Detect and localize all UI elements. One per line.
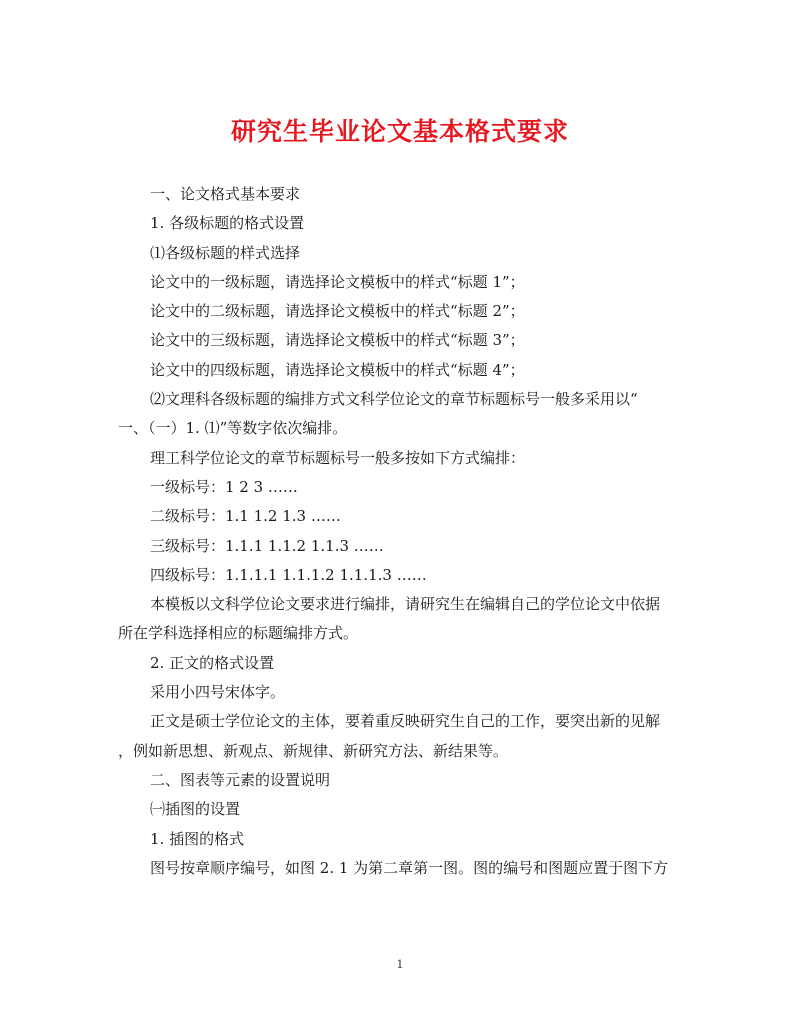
paragraph-line: 论文中的一级标题，请选择论文模板中的样式“标题 1”；: [150, 272, 525, 291]
paragraph-line: 正文是硕士学位论文的主体，要着重反映研究生自己的工作，要突出新的见解: [150, 712, 661, 731]
paragraph-line: 本模板以文科学位论文要求进行编排，请研究生在编辑自己的学位论文中依据: [150, 595, 661, 614]
numbering-example: 二级标号：1.1 1.2 1.3 ……: [150, 507, 341, 526]
paragraph-line: 图号按章顺序编号，如图 2. 1 为第二章第一图。图的编号和图题应置于图下方: [150, 858, 669, 877]
paragraph-line: ，例如新思想、新观点、新规律、新研究方法、新结果等。: [118, 741, 509, 760]
subsection-heading: 2. 正文的格式设置: [150, 653, 275, 672]
paragraph-line: 一、（一）1. ⑴”等数字依次编排。: [118, 419, 348, 438]
document-body: [118, 180, 684, 883]
paragraph-line: ⑵文理科各级标题的编排方式文科学位论文的章节标题标号一般多采用以“: [150, 390, 638, 409]
paragraph-line: 采用小四号宋体字。: [150, 683, 286, 702]
subsection-heading: 1. 各级标题的格式设置: [150, 214, 305, 233]
page-number: 1: [396, 958, 404, 971]
section-heading-1: 一、论文格式基本要求: [150, 185, 301, 203]
subsection-heading: 1. 插图的格式: [150, 829, 245, 848]
paragraph-line: 所在学科选择相应的标题编排方式。: [118, 624, 359, 643]
sub-subsection-heading: ㈠插图的设置: [150, 800, 241, 819]
numbering-example: 三级标号：1.1.1 1.1.2 1.1.3 ……: [150, 536, 384, 555]
paragraph-line: 论文中的二级标题，请选择论文模板中的样式“标题 2”；: [150, 302, 525, 321]
sub-subsection-heading: ⑴各级标题的样式选择: [150, 243, 301, 262]
section-heading-2: 二、图表等元素的设置说明: [150, 770, 331, 789]
paragraph-line: 理工科学位论文的章节标题标号一般多按如下方式编排：: [150, 448, 526, 467]
document-title: 研究生毕业论文基本格式要求: [230, 117, 569, 146]
paragraph-line: 论文中的三级标题，请选择论文模板中的样式“标题 3”；: [150, 331, 525, 350]
numbering-example: 一级标号：1 2 3 ……: [150, 477, 298, 496]
numbering-example: 四级标号：1.1.1.1 1.1.1.2 1.1.1.3 ……: [150, 565, 427, 584]
paragraph-line: 论文中的四级标题，请选择论文模板中的样式“标题 4”；: [150, 360, 525, 379]
